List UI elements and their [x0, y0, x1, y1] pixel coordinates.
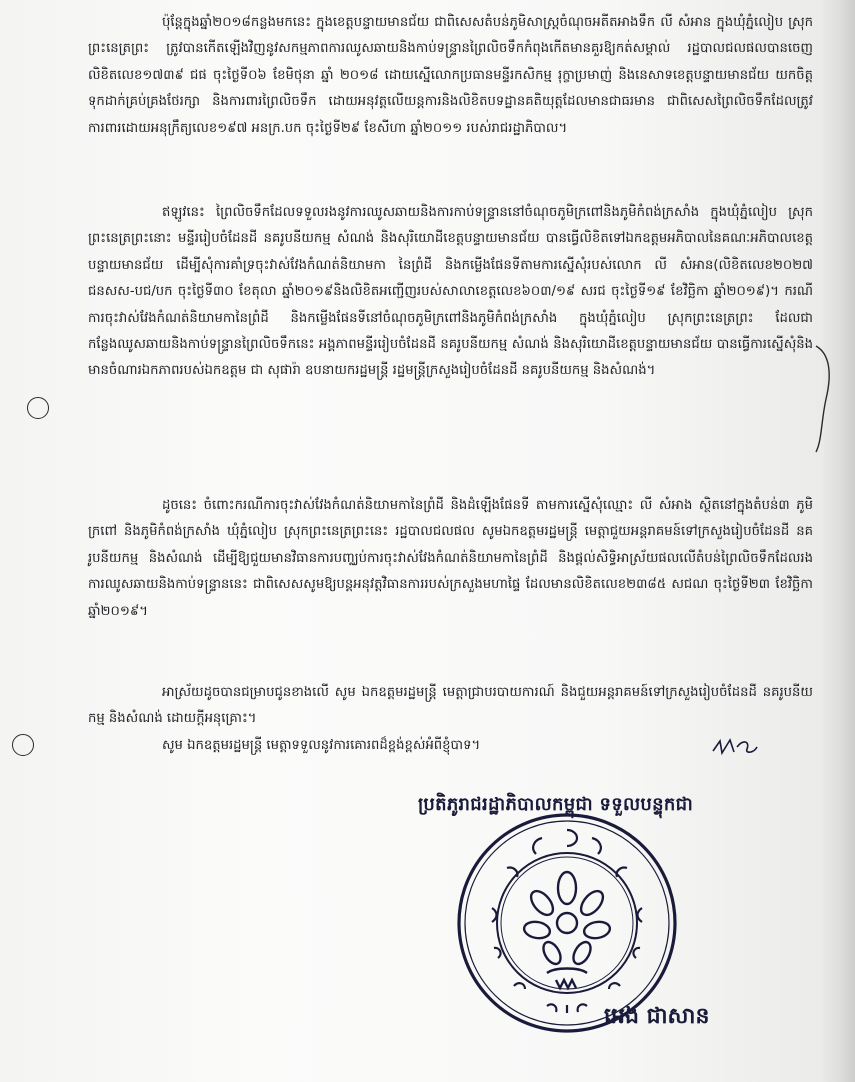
- closing-line: [88, 733, 813, 759]
- margin-bracket-mark: [812, 344, 838, 454]
- handwritten-initial-mark: [710, 735, 760, 759]
- paragraph-4-text: អាស្រ័យដូចបានជម្រាបជូនខាងលើ សូម ឯកឧត្តមរដ្ឋមន្ត្រី មេត្តាជ្រាបរបាយការណ៍ និងជួយអន្តរាគមន៍ទៅក្រសួងរៀបចំដែនដី នគរូបនីយកម្ម និងសំណង់ ដោយក្តីអនុគ្រោះ។: [88, 685, 813, 727]
- punch-hole-icon: [12, 734, 34, 756]
- paragraph-3: [88, 493, 813, 625]
- punch-hole-icon: [27, 397, 49, 419]
- paragraph-2: [88, 200, 813, 385]
- paragraph-1-text: ប៉ុន្តែក្នុងឆ្នាំ២០១៨កន្លងមកនេះ ក្នុងខេត្តបន្ទាយមានជ័យ ជាពិសេសតំបន់ភូមិសាស្ត្រចំណុចអតីតអាងទឹក លី សំអាន ក្នុងឃុំភ្នំលៀប ស្រុកព្រះនេត្រព្រះ ត្រូវបានកើតឡើងវិញនូវសកម្មភាពការឈូសឆាយនិងកាប់ទន្ទ្រានព្រៃលិចទឹកកំពុងកើតមានគួរឱ្យកត់សម្គាល់ រដ្ឋបាលជលផលបានចេញលិខិតលេខ១៧៣៩ ជផ ចុះថ្ងៃទី០៦ ខែមិថុនា ឆ្នាំ ២០១៨ ដោយស្នើលោកប្រធានមន្ទីរកសិកម្ម រុក្ខាប្រមាញ់ និងនេសាទខេត្តបន្ទាយមានជ័យ យកចិត្តទុកដាក់គ្រប់គ្រងថែរក្សា និងការពារព្រៃលិចទឹក ដោយអនុវត្តលើយន្តការនិងលិខិតបទដ្ឋានគតិយុត្តដែលមានជាធរមាន ជាពិសេសព្រៃលិចទឹកដែលត្រូវការពារដោយអនុក្រឹត្យលេខ១៩៧ អនក្រ.បក ចុះថ្ងៃទី២៩ ខែសីហា ឆ្នាំ២០១១ របស់រាជរដ្ឋាភិបាល។: [88, 15, 813, 136]
- paragraph-2-text: ឥឡូវនេះ ព្រៃលិចទឹកដែលទទួលរងនូវការឈូសឆាយនិងការកាប់ទន្ទ្រាននៅចំណុចភូមិក្រពៅនិងភូមិកំពង់ក្រសាំង ក្នុងឃុំភ្នំលៀប ស្រុកព្រះនេត្រព្រះនោះ មន្ទីររៀបចំដែនដី នគរូបនីយកម្ម សំណង់ និងសុរិយោដីខេត្តបន្ទាយមានជ័យ បានធ្វើលិខិតទៅឯកឧត្តមអភិបាលនៃគណៈអភិបាលខេត្តបន្ទាយមានជ័យ ដើម្បីសុំការគាំទ្រចុះវាស់វែងកំណត់និយាមកា នៃព្រំដី និងកម្លើងផែនទីតាមការស្នើសុំរបស់លោក លី សំអាន(លិខិតលេខ២០២៧ ជនសស-បជ/បក ចុះថ្ងៃទី៣០ ខែតុលា ឆ្នាំ២០១៩និងលិខិតអញ្ជើញរបស់សាលាខេត្តលេខ៦០៣/១៩ សរជ ចុះថ្ងៃទី១៩ ខែវិច្ឆិកា ឆ្នាំ២០១៩)។ ករណីការចុះវាស់វែងកំណត់និយាមកានៃព្រំដី និងកម្លើងផែនទីនៅចំណុចភូមិក្រពៅនិងភូមិកំពង់ក្រសាំង ក្នុងឃុំភ្នំលៀប ស្រុកព្រះនេត្រព្រះ ដែលជាកន្លែងឈូសឆាយនិងកាប់ទន្ទ្រានព្រៃលិចទឹកនេះ អង្គភាពមន្ទីររៀបចំដែនដី នគរូបនីយកម្ម សំណង់ និងសុរិយោដីខេត្តបន្ទាយមានជ័យ បានធ្វើការស្នើសុំនិងមានចំណារឯកភាពរបស់ឯកឧត្តម ជា សុផារ៉ា ឧបនាយករដ្ឋមន្ត្រី រដ្ឋមន្ត្រីក្រសួងរៀបចំដែនដី នគរូបនីយកម្ម និងសំណង់។: [88, 205, 813, 379]
- paragraph-3-text: ដូចនេះ ចំពោះករណីការចុះវាស់វែងកំណត់និយាមកានៃព្រំដី និងដំឡើងផែនទី តាមការស្នើសុំឈ្មោះ លី សំអាង ស្ថិតនៅក្នុងតំបន់៣ ភូមិក្រពៅ និងភូមិកំពង់ក្រសាំង ឃុំភ្នំលៀប ស្រុកព្រះនេត្រព្រះនេះ រដ្ឋបាលជលផល សូមឯកឧត្តមរដ្ឋមន្ត្រី មេត្តាជួយអន្តរាគមន៍ទៅក្រសួងរៀបចំដែនដី នគរូបនីយកម្ម និងសំណង់ ដើម្បីឱ្យជួយមានវិធានការបញ្ឈប់ការចុះវាស់វែងកំណត់និយាមកានៃព្រំដី និងផ្តល់សិទ្ធិអាស្រ័យផលលើតំបន់ព្រៃលិចទឹកដែលរងការឈូសឆាយនិងកាប់ទន្ទ្រាននេះ ជាពិសេសសូមឱ្យបន្តអនុវត្តវិធានការរបស់ក្រសួងមហាផ្ទៃ ដែលមានលិខិតលេខ២៣៨៥ សជណ ចុះថ្ងៃទី២៣ ខែវិច្ឆិកា ឆ្នាំ២០១៩។: [88, 498, 813, 619]
- paragraph-4: [88, 680, 813, 733]
- signatory-title: ប្រតិភូរាជរដ្ឋាភិបាលកម្ពុជា ទទួលបន្ទុកជា: [418, 794, 694, 815]
- page-edge-shadow: [821, 0, 855, 1082]
- signer-name: អេង ជាសាន: [604, 1004, 710, 1029]
- paragraph-1: [88, 10, 813, 142]
- closing-line-text: សូម ឯកឧត្តមរដ្ឋមន្ត្រី មេត្តាទទួលនូវការគោរពដ៏ខ្ពង់ខ្ពស់អំពីខ្ញុំបាទ។: [162, 738, 481, 753]
